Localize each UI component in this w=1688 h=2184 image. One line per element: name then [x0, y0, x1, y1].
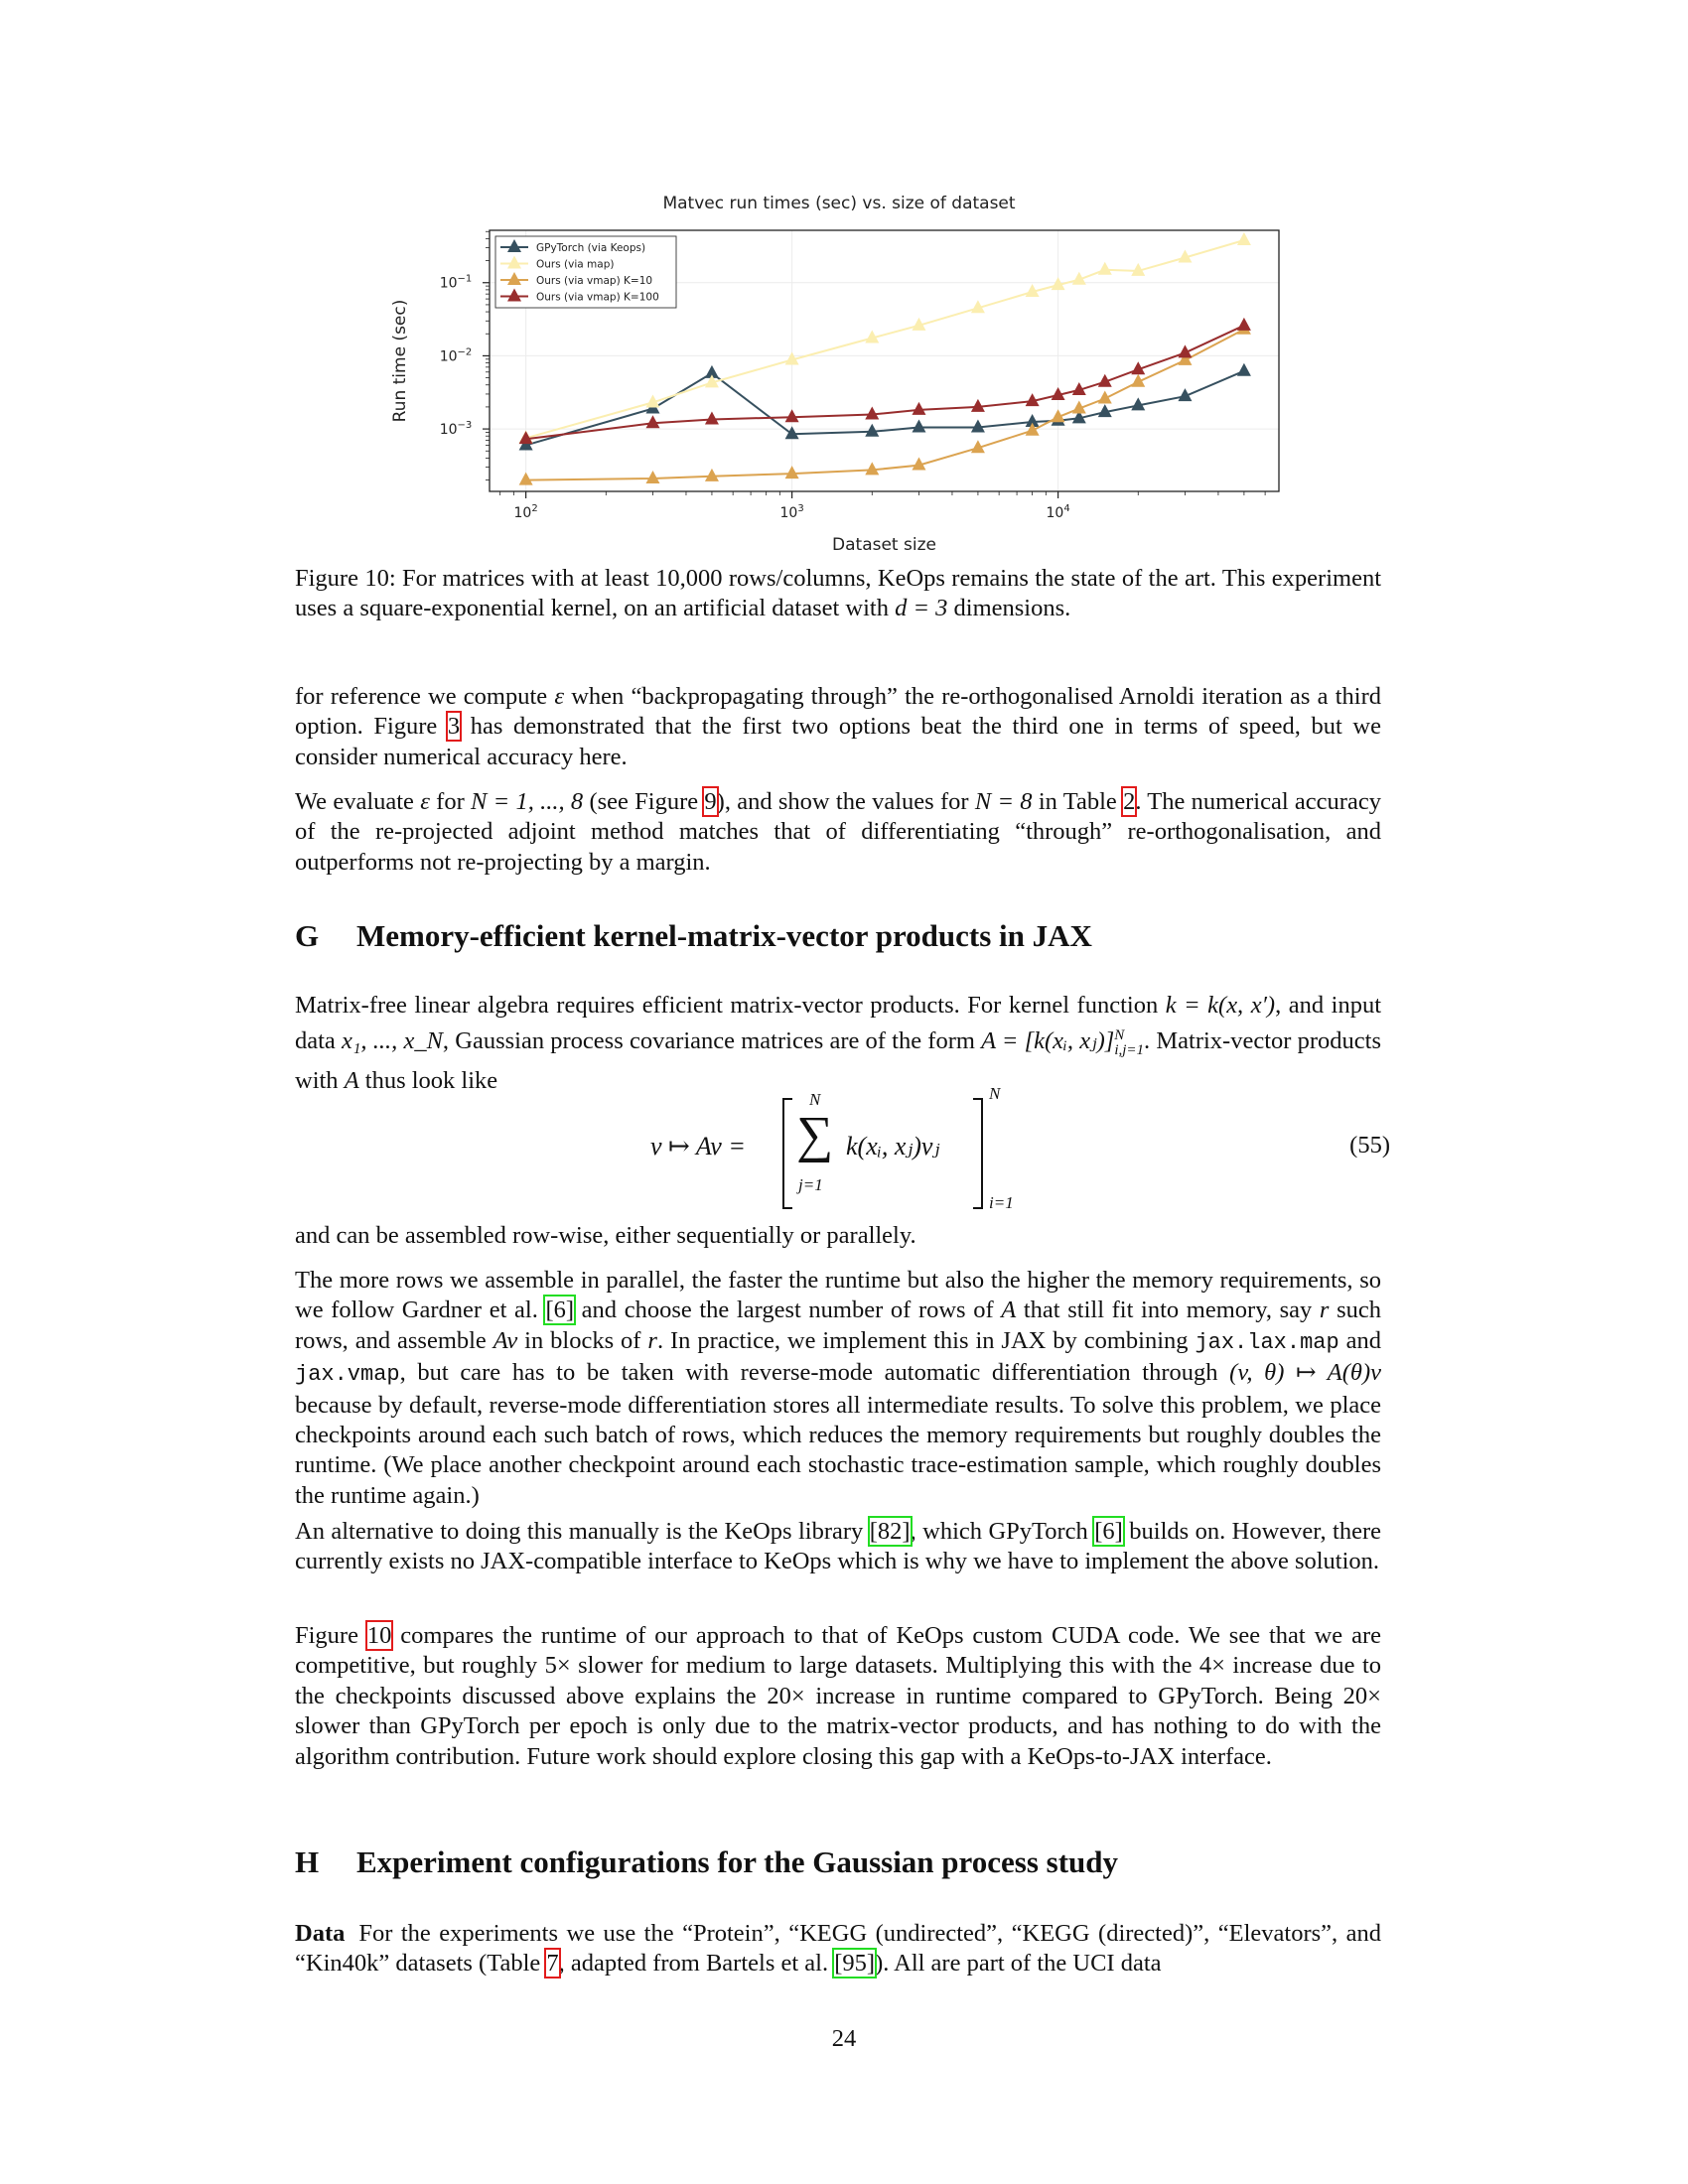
code-vmap: jax.vmap	[295, 1362, 400, 1388]
paragraph-matrix-free: Matrix-free linear algebra requires efficient matrix-vector products. For kernel function k = k(x, x′), and input data x₁, ..., x_N, Gaussian process covariance matrices are of the form A = [k(xᵢ, xⱼ)]$^N_{i,j=1}$. Matrix-vector products with A thus look like	[295, 992, 1382, 1094]
svg-text:10−2: $10^{-2}$	[439, 346, 473, 365]
citation-6-link[interactable]: [6]	[545, 1297, 575, 1324]
citation-6b-link[interactable]: [6]	[1094, 1518, 1123, 1545]
paragraph-parallel-rows: The more rows we assemble in parallel, the faster the runtime but also the higher the memory requirements, so we follow Gardner et al. [6] and choose the largest number of rows of A that still fit into memory, say r such rows, and assemble Av in blocks of r. In practice, we implement this in JAX by combining jax.lax.map and jax.vmap, but care has to be taken with reverse-mode automatic differentiation through (v, θ) ↦ A(θ)v because by default, reverse-mode differentiation stores all intermediate results. To solve this problem, we place checkpoints around each such batch of rows, which reduces the memory requirements but roughly doubles the runtime. (We place another checkpoint around each stochastic trace-estimation sample, which roughly doubles the runtime again.)	[295, 1267, 1381, 1509]
figure-caption: Figure 10: For matrices with at least 10,000 rows/columns, KeOps remains the state of the art. This experiment uses a square-exponential kernel, on an artificial dataset with d = 3 dimensions.	[295, 565, 1382, 621]
paragraph-assembled: and can be assembled row-wise, either sequentially or parallely.	[295, 1222, 916, 1249]
paragraph-reference: for reference we compute ε when “backpropagating through” the re-orthogonalised Arnoldi iteration as a third option. Figure 3 has demonstrated that the first two options beat the third one in terms of speed, but we consider numerical accuracy here.	[295, 683, 1381, 770]
svg-text:10−1: $10^{-1}$	[439, 273, 473, 292]
section-h-heading: H Experiment configurations for the Gaussian process study	[295, 1844, 1119, 1879]
svg-text:102: $10^2$	[513, 503, 538, 521]
left-bracket	[782, 1098, 792, 1209]
chart-title: Matvec run times (sec) vs. size of dataset	[662, 194, 1016, 213]
run-in-heading-data: Data	[295, 1920, 346, 1947]
svg-text:Ours (via vmap) K=10: Ours (via vmap) K=10	[536, 275, 653, 287]
equation-lhs: v ↦ Av =	[650, 1132, 746, 1160]
equation-55: v ↦ Av = N ∑ j=1 k(xᵢ, xⱼ)vⱼ N i=1 (55)	[650, 1084, 1390, 1212]
runtime-chart	[387, 189, 1301, 556]
paragraph-data: Data For the experiments we use the “Protein”, “KEGG (undirected”, “KEGG (directed)”, “Elevators”, and “Kin40k” datasets (Table 7, adapted from Bartels et al. [95]). All are part of the UCI data	[295, 1920, 1381, 1978]
caption-math: d = 3	[895, 595, 948, 621]
table-7-link[interactable]: 7	[546, 1950, 559, 1978]
paragraph-keops-alternative: An alternative to doing this manually is the KeOps library [82], which GPyTorch [6] builds on. However, there currently exists no JAX-compatible interface to KeOps which is why we have to implement the above solution.	[295, 1518, 1381, 1575]
citation-95-link[interactable]: [95]	[834, 1950, 876, 1978]
equation-body: k(xᵢ, xⱼ)vⱼ	[846, 1132, 940, 1160]
x-axis-label: Dataset size	[832, 535, 936, 555]
page-number: 24	[831, 2025, 857, 2052]
svg-text:GPyTorch (via Keops): GPyTorch (via Keops)	[536, 242, 646, 254]
figure-3-link[interactable]: 3	[447, 713, 461, 741]
figure-10-chart	[387, 189, 1301, 556]
right-bracket	[973, 1098, 983, 1209]
chart-legend	[495, 236, 676, 308]
svg-text:Ours (via map): Ours (via map)	[536, 258, 615, 271]
code-lax-map: jax.lax.map	[1195, 1329, 1339, 1355]
paragraph-figure-10-comparison: Figure 10 compares the runtime of our approach to that of KeOps custom CUDA code. We see that we are competitive, but roughly 5× slower for medium to large datasets. Multiplying this with the 4× increase due to the checkpoints discussed above explains the 20× increase in runtime compared to GPyTorch. Being 20× slower than GPyTorch per epoch is only due to the matrix-vector products, and has nothing to do with the algorithm contribution. Future work should explore closing this gap with a KeOps-to-JAX interface.	[295, 1622, 1381, 1770]
citation-82-link[interactable]: [82]	[869, 1518, 911, 1545]
paragraph-evaluate: We evaluate ε for N = 1, ..., 8 (see Figure 9), and show the values for N = 8 in Table 2. The numerical accuracy of the re-projected adjoint method matches that of differentiating “through” re-orthogonalisation, and outperforms not re-projecting by a margin.	[295, 788, 1381, 876]
y-axis-label: Run time (sec)	[390, 299, 410, 423]
section-h-title: Experiment configurations for the Gaussian process study	[356, 1844, 1119, 1879]
equation-number: (55)	[1349, 1132, 1390, 1159]
svg-text:Ours (via vmap) K=100: Ours (via vmap) K=100	[536, 291, 659, 304]
section-g-title: Memory-efficient kernel-matrix-vector products in JAX	[356, 918, 1092, 953]
figure-9-link[interactable]: 9	[704, 788, 717, 815]
svg-text:10−3: $10^{-3}$	[439, 420, 473, 439]
table-2-link[interactable]: 2	[1123, 788, 1136, 815]
svg-text:103: $10^3$	[779, 503, 804, 521]
figure-10-link[interactable]: 10	[366, 1622, 392, 1649]
summation-symbol: ∑	[796, 1107, 834, 1163]
svg-text:104: $10^4$	[1046, 503, 1070, 521]
caption-label: Figure 10:	[295, 565, 396, 592]
section-g-heading: G Memory-efficient kernel-matrix-vector products in JAX	[295, 918, 1092, 953]
